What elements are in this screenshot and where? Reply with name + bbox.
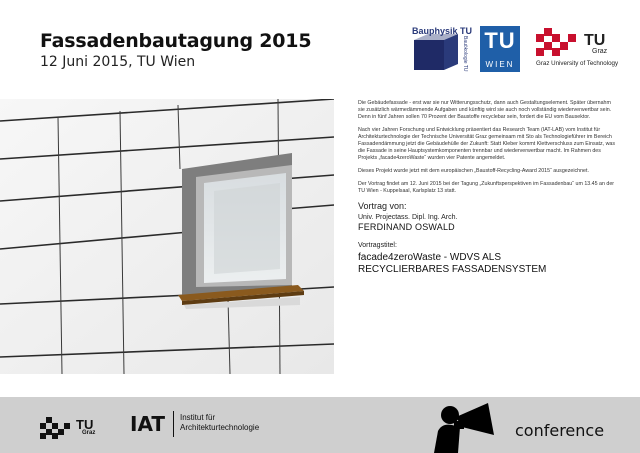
institute-line2: Architekturtechnologie <box>180 423 260 432</box>
bauphysik-logo <box>410 26 474 72</box>
conference-label: conference <box>515 421 605 440</box>
megaphone-person-icon <box>428 401 500 453</box>
talk-title-line2: RECYCLIERBARES FASSADENSYSTEM <box>358 264 547 275</box>
talk-label: Vortragstitel: <box>358 242 397 249</box>
iat-logo-text: IAT <box>130 412 166 436</box>
footer-divider <box>173 411 174 437</box>
event-date-location: 12 Juni 2015, TU Wien <box>40 54 196 70</box>
paragraph-facade-history: Die Gebäudefassade - erst war sie nur Witterungsschutz, dann auch Gestaltungselement. Später übernahm sie zusätzlich wärmedämmende Aufgaben und künftig wird sie auch noch vollständig wiederverwertbar sein. Denn in fünf Jahren sollen 70 Prozent der Baustoffe recyclebar sein, fordert die EU vom Bausektor. <box>358 100 612 120</box>
tu-wien-tu: TU <box>484 28 516 53</box>
paragraph-award: Dieses Projekt wurde jetzt mit dem europäischen „Baustoff-Recycling-Award 2015“ ausgezeichnet. <box>358 168 589 174</box>
footer-tu-graz-squares-icon <box>40 417 76 439</box>
tu-wien-wien: WIEN <box>485 60 515 69</box>
footer-graz-text: Graz <box>82 430 96 436</box>
tu-graz-tu: TU <box>584 32 606 49</box>
paragraph-research: Nach vier Jahren Forschung und Entwicklung präsentiert das Research Team (IAT-LAB) vom Institut für Architekturtechnologie der Technische Universität Graz gemeinsam mit Sto als Technologieführer im Bereich Fassadendämmung jetzt die Gebäudehülle der Zukunft: Statt Kleber kommt Klettverschluss zum Einsatz, was die Fassade in seine Hauptsystemkomponenten trennbar und wiederverwertbar macht. Im Rahmen des Projekts „facade4zeroWaste“ wurden vier Patente angemeldet. <box>358 127 616 161</box>
tu-graz-squares-icon <box>536 28 582 58</box>
info-text-column <box>358 100 618 276</box>
footer-tu-graz-logo <box>40 417 110 439</box>
bauphysik-vertical-label: Bauökologie TU <box>462 36 468 72</box>
footer-tu-text: TU <box>76 417 94 432</box>
institute-name <box>180 413 259 433</box>
speaker-title: Univ. Projectass. Dipl. Ing. Arch. <box>358 214 458 221</box>
facade-window-illustration <box>0 99 334 374</box>
tu-graz-logo <box>536 28 620 72</box>
paragraph-event-info: Der Vortrag findet am 12. Juni 2015 bei der Tagung „Zukunftsperspektiven im Fassadenbau“ um 13.45 an der TU Wien - Kuppelsaal, Karlsplatz 13 statt. <box>358 181 615 194</box>
event-title: Fassadenbautagung 2015 <box>40 30 312 52</box>
talk-title-line1: facade4zeroWaste - WDVS ALS <box>358 252 502 263</box>
tu-graz-graz: Graz <box>592 48 608 55</box>
bauphysik-label: Bauphysik TU <box>412 26 473 36</box>
speaker-label: Vortrag von: <box>358 201 407 211</box>
footer-bar <box>0 397 640 453</box>
tu-wien-logo <box>480 26 520 72</box>
tu-graz-university: Graz University of Technology <box>536 60 619 67</box>
speaker-name: FERDINAND OSWALD <box>358 222 455 232</box>
institute-line1: Institut für <box>180 413 216 422</box>
